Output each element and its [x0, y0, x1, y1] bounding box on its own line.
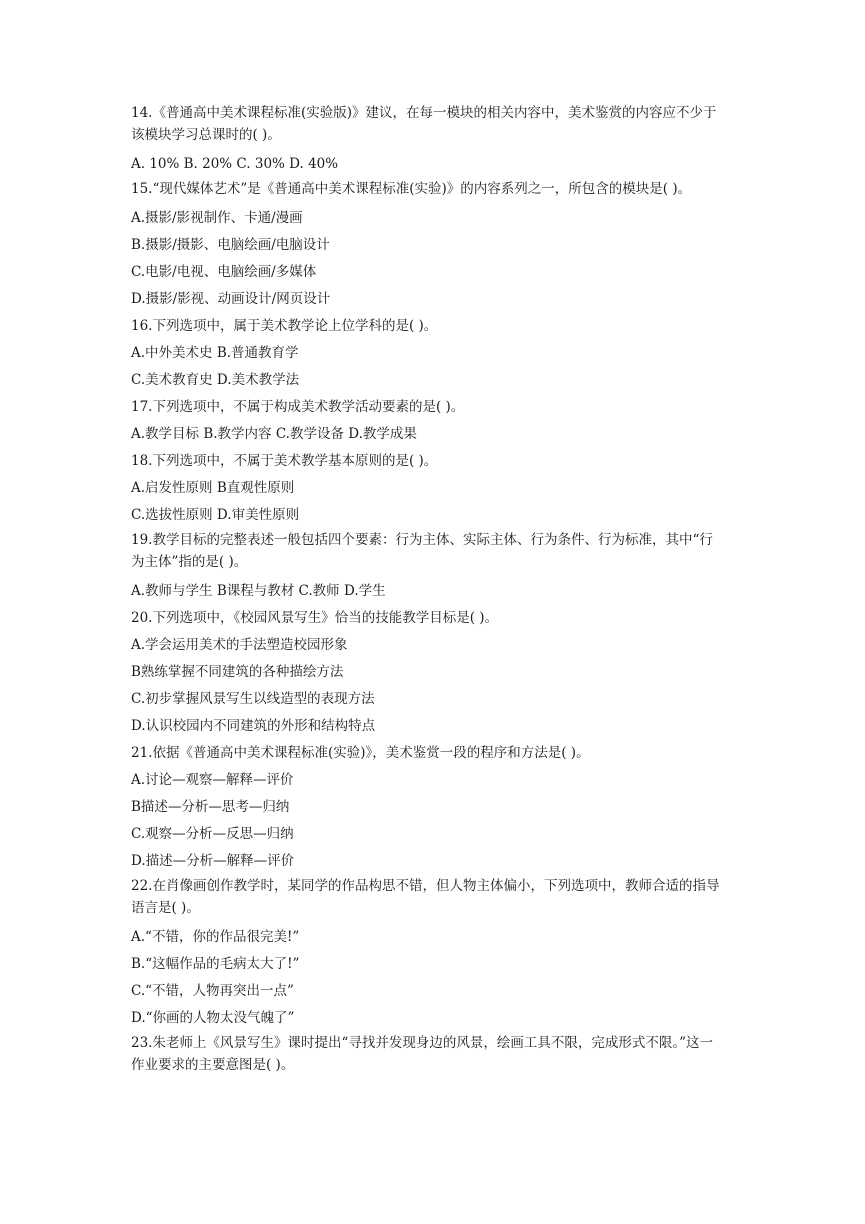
document-body	[131, 102, 723, 1081]
question-16: 16.下列选项中，属于美术教学论上位学科的是( )。	[131, 318, 438, 334]
question-15-option-b: B.摄影/摄影、电脑绘画/电脑设计	[131, 237, 330, 253]
question-20: 20.下列选项中，《校园风景写生》恰当的技能教学目标是( )。	[131, 610, 499, 626]
question-18-options-ab: A.启发性原则 B直观性原则	[131, 480, 295, 496]
question-21-option-a: A.讨论—观察—解释—评价	[131, 772, 294, 788]
question-15-option-a: A.摄影/影视制作、卡通/漫画	[131, 210, 303, 226]
question-15-option-c: C.电影/电视、电脑绘画/多媒体	[131, 264, 317, 280]
question-17: 17.下列选项中，不属于构成美术教学活动要素的是( )。	[131, 399, 465, 415]
question-21-option-b: B描述—分析—思考—归纳	[131, 799, 290, 815]
question-14-options: A. 10% B. 20% C. 30% D. 40%	[131, 156, 339, 172]
question-16-options-cd: C.美术教育史 D.美术教学法	[131, 372, 300, 388]
question-22: 22.在肖像画创作教学时，某同学的作品构思不错，但人物主体偏小，下列选项中，教师合适的指导语言是( )。	[131, 878, 720, 916]
question-19-options: A.教师与学生 B课程与教材 C.教师 D.学生	[131, 583, 386, 599]
question-16-options-ab: A.中外美术史 B.普通教育学	[131, 345, 299, 361]
question-18: 18.下列选项中，不属于美术教学基本原则的是( )。	[131, 453, 438, 469]
question-23: 23.朱老师上《风景写生》课时提出“寻找并发现身边的风景，绘画工具不限，完成形式不限。”这一作业要求的主要意图是( )。	[131, 1035, 714, 1073]
question-22-option-c: C.“不错，人物再突出一点”	[131, 983, 294, 999]
question-19: 19.教学目标的完整表述一般包括四个要素：行为主体、实际主体、行为条件、行为标准，其中“行为主体”指的是( )。	[131, 532, 713, 570]
question-21-option-c: C.观察—分析—反思—归纳	[131, 826, 294, 842]
question-20-option-a: A.学会运用美术的手法塑造校园形象	[131, 637, 348, 653]
question-18-options-cd: C.选拔性原则 D.审美性原则	[131, 507, 300, 523]
question-22-option-a: A.“不错，你的作品很完美!”	[131, 929, 300, 945]
question-22-option-d: D.“你画的人物太没气魄了”	[131, 1010, 295, 1026]
question-15-option-d: D.摄影/影视、动画设计/网页设计	[131, 291, 331, 307]
question-20-option-d: D.认识校园内不同建筑的外形和结构特点	[131, 718, 376, 734]
question-21: 21.依据《普通高中美术课程标准(实验)》，美术鉴赏一段的程序和方法是( )。	[131, 745, 590, 761]
question-17-options: A.教学目标 B.教学内容 C.教学设备 D.教学成果	[131, 426, 417, 442]
question-20-option-c: C.初步掌握风景写生以线造型的表现方法	[131, 691, 375, 707]
question-21-option-d: D.描述—分析—解释—评价	[131, 853, 295, 869]
question-15: 15.“现代媒体艺术”是《普通高中美术课程标准(实验)》的内容系列之一，所包含的模块是( )。	[131, 181, 692, 197]
question-22-option-b: B.“这幅作品的毛病太大了!”	[131, 956, 300, 972]
question-14: 14.《普通高中美术课程标准(实验版)》建议，在每一模块的相关内容中，美术鉴赏的内容应不少于该模块学习总课时的( )。	[131, 105, 717, 143]
question-20-option-b: B熟练掌握不同建筑的各种描绘方法	[131, 664, 344, 680]
